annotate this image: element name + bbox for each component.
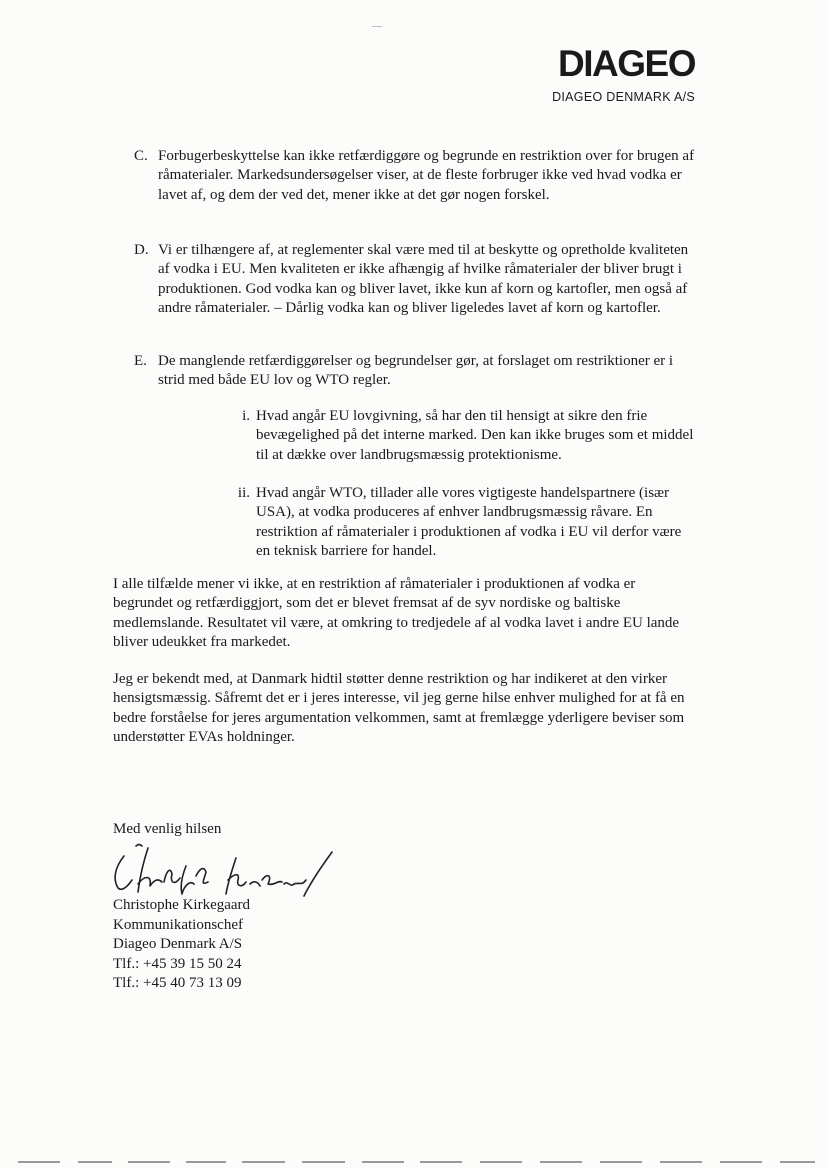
point-text: Vi er tilhængere af, at reglementer skal være med til at beskytte og opretholde kvaliteten af vodka i EU. Men kvaliteten er ikke afhængig af hvilke råmaterialer der bliver brugt i produktionen. God vodka kan og bliver lavet, ikke kun af korn og kartofler, men også af andre råmaterialer. – Dårlig vodka kan og bliver ligeledes lavet af korn og kartofler. [158, 242, 689, 316]
phone-1: Tlf.: +45 39 15 50 24 [113, 955, 242, 972]
subpoint-text: Hvad angår WTO, tillader alle vores vigtigeste handelspartnere (især USA), at vodka produceres af enhver landbrugsmæssig råvare. En restriktion af råmaterialer i produktionen af vodka i EU vil derfor være en teknisk barriere for handel. [256, 485, 682, 559]
closing-greeting: Med venlig hilsen [113, 821, 222, 837]
subpoint-label: ii. [237, 485, 250, 501]
signer-company: Diageo Denmark A/S [113, 936, 243, 952]
point-label: C. [134, 148, 148, 164]
point-text: Forbugerbeskyttelse kan ikke retfærdiggøre og begrunde en restriktion over for brugen af råmaterialer. Markedsundersøgelser viser, at de fleste forbruger ikke ved hvad vodka er lavet af, og dem der ved det, mener ikke at det gør nogen forskel. [158, 148, 695, 203]
signer-name: Christophe Kirkegaard [113, 897, 251, 913]
signer-title: Kommunikationschef [113, 916, 243, 933]
company-line: DIAGEO DENMARK A/S [552, 90, 695, 104]
scan-mark [372, 26, 382, 27]
point-label: E. [134, 353, 147, 369]
subpoint-label: i. [242, 408, 250, 424]
diageo-logo: DIAGEO [558, 43, 695, 84]
signature-block [113, 896, 250, 994]
subpoint-text: Hvad angår EU lovgivning, så har den til hensigt at sikre den frie bevægelighed på det interne marked. Den kan ikke bruges som et middel til at dække over landbrugsmæssig protektionisme. [256, 408, 694, 463]
point-label: D. [134, 242, 149, 258]
body-paragraph-2: Jeg er bekendt med, at Danmark hidtil støtter denne restriktion og har indikeret at den virker hensigtsmæssig. Såfremt det er i jeres interesse, vil jeg gerne hilse enhver mulighed for at få en bedre forståelse for jeres argumentation velkommen, samt at fremlægge yderligere beviser som understøtter EVAs holdninger. [113, 671, 685, 745]
body-paragraph-1: I alle tilfælde mener vi ikke, at en restriktion af råmaterialer i produktionen af vodka er begrundet og retfærdiggjort, som det er blevet fremsat af de syv nordiske og baltiske medlemslande. Resultatet vil være, at omkring to tredjedele af al vodka lavet i andre EU lande bliver udeukket fra markedet. [113, 576, 680, 650]
phone-2: Tlf.: +45 40 73 13 09 [113, 975, 242, 991]
scan-edge-dashes [0, 1160, 827, 1164]
point-text: De manglende retfærdiggørelser og begrundelser gør, at forslaget om restriktioner er i strid med både EU lov og WTO regler. [158, 353, 674, 389]
